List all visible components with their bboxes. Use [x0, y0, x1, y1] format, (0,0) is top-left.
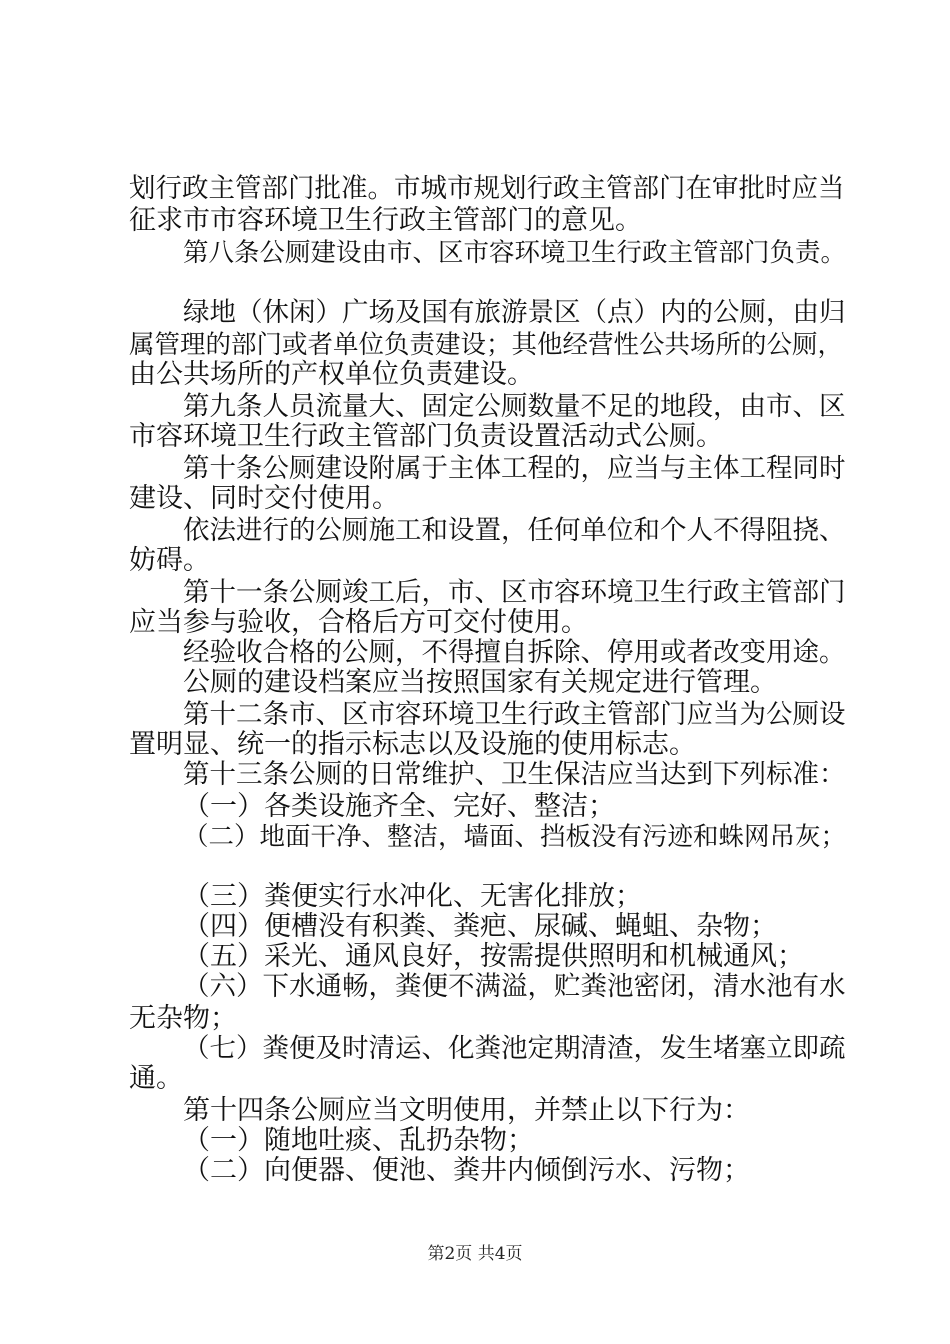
paragraph-line: （一）随地吐痰、乱扔杂物； — [183, 1125, 534, 1156]
paragraph-line: 第八条公厕建设由市、区市容环境卫生行政主管部门负责。 — [183, 238, 847, 268]
paragraph-line: （二）向便器、便池、粪井内倾倒污水、污物； — [183, 1155, 750, 1186]
paragraph-line: 市容环境卫生行政主管部门负责设置活动式公厕。 — [129, 421, 723, 452]
paragraph-line: 第十三条公厕的日常维护、卫生保洁应当达到下列标准： — [183, 759, 846, 790]
paragraph-line: （七）粪便及时清运、化粪池定期清渣，发生堵塞立即疏 — [183, 1033, 846, 1064]
paragraph-line: 无杂物； — [129, 1003, 237, 1034]
paragraph-line: 征求市市容环境卫生行政主管部门的意见。 — [129, 205, 642, 236]
paragraph-line: 应当参与验收，合格后方可交付使用。 — [129, 607, 588, 638]
page-number-footer: 第2页 共4页 — [427, 1244, 523, 1264]
paragraph-line: （五）采光、通风良好，按需提供照明和机械通风； — [183, 941, 804, 972]
paragraph-line: 依法进行的公厕施工和设置，任何单位和个人不得阻挠、 — [183, 515, 846, 546]
paragraph-line: 建设、同时交付使用。 — [129, 483, 399, 514]
paragraph-line: 公厕的建设档案应当按照国家有关规定进行管理。 — [183, 667, 777, 698]
paragraph-line: 划行政主管部门批准。市城市规划行政主管部门在审批时应当 — [129, 173, 845, 204]
paragraph-line: 第十条公厕建设附属于主体工程的，应当与主体工程同时 — [183, 453, 846, 484]
paragraph-line: （一）各类设施齐全、完好、整洁； — [183, 791, 615, 822]
paragraph-line: （四）便槽没有积粪、粪疤、尿碱、蝇蛆、杂物； — [183, 911, 777, 942]
paragraph-line: 置明显、统一的指示标志以及设施的使用标志。 — [129, 729, 696, 760]
paragraph-line: 通。 — [129, 1063, 183, 1094]
paragraph-line: 第十二条市、区市容环境卫生行政主管部门应当为公厕设 — [183, 699, 846, 730]
paragraph-line: 妨碍。 — [129, 545, 210, 576]
paragraph-line: （二）地面干净、整洁，墙面、挡板没有污迹和蛛网吊灰； — [183, 822, 847, 852]
paragraph-line: 第十一条公厕竣工后，市、区市容环境卫生行政主管部门 — [183, 577, 846, 608]
paragraph-line: （三）粪便实行水冲化、无害化排放； — [183, 881, 642, 912]
paragraph-line: 经验收合格的公厕，不得擅自拆除、停用或者改变用途。 — [183, 637, 846, 668]
paragraph-line: 绿地（休闲）广场及国有旅游景区（点）内的公厕，由归 — [183, 297, 846, 328]
paragraph-line: 属管理的部门或者单位负责建设；其他经营性公共场所的公厕， — [129, 330, 844, 360]
paragraph-line: （六）下水通畅，粪便不满溢，贮粪池密闭，清水池有水 — [183, 971, 846, 1002]
paragraph-line: 由公共场所的产权单位负责建设。 — [129, 359, 534, 390]
paragraph-line: 第九条人员流量大、固定公厕数量不足的地段，由市、区 — [183, 391, 846, 422]
paragraph-line: 第十四条公厕应当文明使用，并禁止以下行为： — [183, 1095, 750, 1126]
